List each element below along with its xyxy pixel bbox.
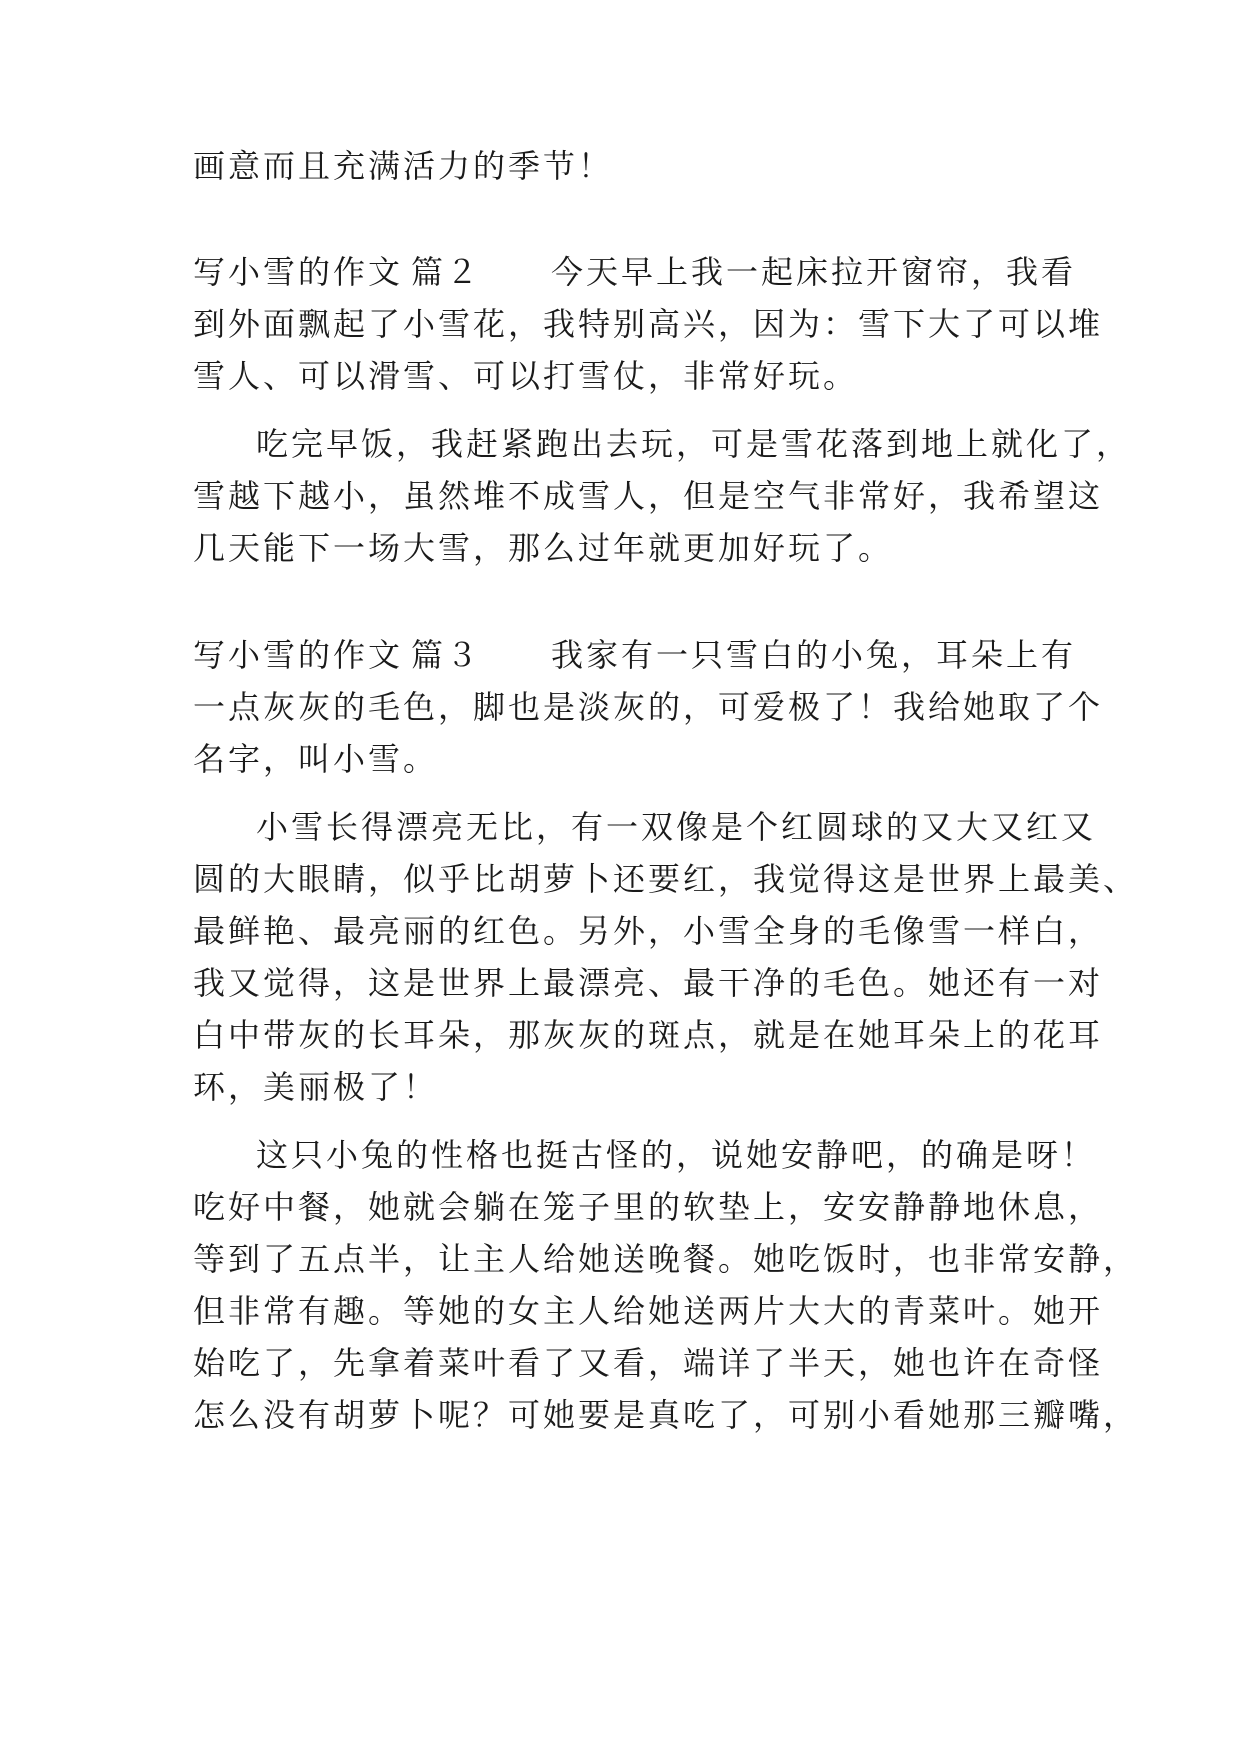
paragraph-line: 吃完早饭，我赶紧跑出去玩，可是雪花落到地上就化了， [256, 425, 1132, 463]
paragraph-line: 等到了五点半，让主人给她送晚餐。她吃饭时，也非常安静， [193, 1240, 1139, 1278]
paragraph-line: 怎么没有胡萝卜呢？可她要是真吃了，可别小看她那三瓣嘴， [193, 1396, 1139, 1434]
paragraph-line: 环，美丽极了！ [193, 1068, 439, 1106]
paragraph-line: 雪越下越小，虽然堆不成雪人，但是空气非常好，我希望这 [193, 477, 1104, 515]
essay-first-line: 我家有一只雪白的小兔，耳朵上有 [551, 636, 1077, 674]
paragraph-line: 画意而且充满活力的季节！ [193, 147, 614, 185]
paragraph-line: 吃好中餐，她就会躺在笼子里的软垫上，安安静静地休息， [193, 1188, 1104, 1226]
paragraph-line: 这只小兔的性格也挺古怪的，说她安静吧，的确是呀！ [256, 1136, 1097, 1174]
essay-number: 篇３ [411, 636, 482, 674]
essay-first-line: 今天早上我一起床拉开窗帘，我看 [551, 253, 1077, 291]
paragraph-line: 名字，叫小雪。 [193, 740, 439, 778]
paragraph-line: 几天能下一场大雪，那么过年就更加好玩了。 [193, 529, 894, 567]
paragraph-line: 一点灰灰的毛色，脚也是淡灰的，可爱极了！我给她取了个 [193, 688, 1104, 726]
paragraph-line: 圆的大眼睛，似乎比胡萝卜还要红，我觉得这是世界上最美、 [193, 860, 1139, 898]
essay-title: 写小雪的作文 [193, 636, 404, 674]
paragraph-line: 白中带灰的长耳朵，那灰灰的斑点，就是在她耳朵上的花耳 [193, 1016, 1104, 1054]
paragraph-line: 到外面飘起了小雪花，我特别高兴，因为：雪下大了可以堆 [193, 305, 1104, 343]
essay-heading-2 [193, 252, 1077, 292]
paragraph-line: 但非常有趣。等她的女主人给她送两片大大的青菜叶。她开 [193, 1292, 1104, 1330]
essay-heading-3 [193, 635, 1077, 675]
essay-title: 写小雪的作文 [193, 253, 404, 291]
paragraph-line: 我又觉得，这是世界上最漂亮、最干净的毛色。她还有一对 [193, 964, 1104, 1002]
paragraph-line: 最鲜艳、最亮丽的红色。另外，小雪全身的毛像雪一样白， [193, 912, 1104, 950]
paragraph-line: 雪人、可以滑雪、可以打雪仗，非常好玩。 [193, 357, 859, 395]
paragraph-line: 始吃了，先拿着菜叶看了又看，端详了半天，她也许在奇怪 [193, 1344, 1104, 1382]
essay-number: 篇２ [411, 253, 482, 291]
paragraph-line: 小雪长得漂亮无比，有一双像是个红圆球的又大又红又 [256, 808, 1097, 846]
